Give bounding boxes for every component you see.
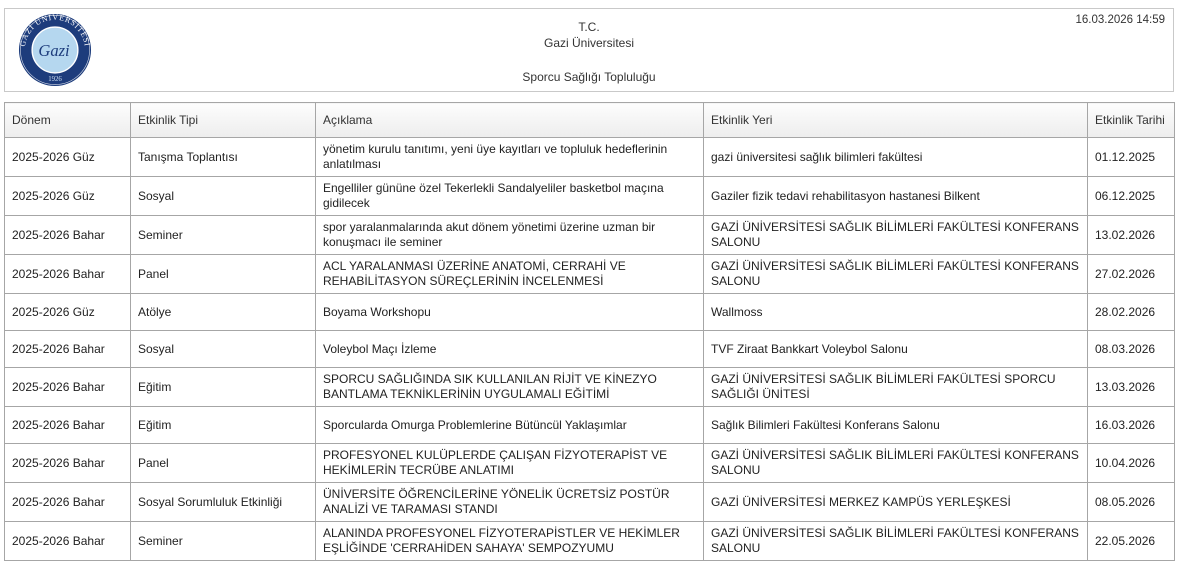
cell-donem: 2025-2026 Bahar: [5, 444, 131, 483]
cell-yer: GAZİ ÜNİVERSİTESİ SAĞLIK BİLİMLERİ FAKÜLTESİ KONFERANS SALONU: [704, 444, 1088, 483]
table-row: [5, 483, 1175, 522]
table-row: [5, 177, 1175, 216]
column-header-etkinlik-tarihi: Etkinlik Tarihi: [1088, 103, 1175, 138]
table-row: [5, 522, 1175, 561]
cell-tip: Eğitim: [131, 368, 316, 407]
column-header-etkinlik-yeri: Etkinlik Yeri: [704, 103, 1088, 138]
events-table: [4, 102, 1175, 561]
cell-donem: 2025-2026 Güz: [5, 177, 131, 216]
header-titles: [5, 19, 1173, 85]
cell-tarih: 13.02.2026: [1088, 216, 1175, 255]
cell-yer: GAZİ ÜNİVERSİTESİ SAĞLIK BİLİMLERİ FAKÜLTESİ SPORCU SAĞLIĞI ÜNİTESİ: [704, 368, 1088, 407]
cell-tip: Seminer: [131, 216, 316, 255]
cell-tip: Eğitim: [131, 407, 316, 444]
cell-donem: 2025-2026 Güz: [5, 294, 131, 331]
cell-tip: Panel: [131, 255, 316, 294]
cell-yer: Sağlık Bilimleri Fakültesi Konferans Salonu: [704, 407, 1088, 444]
cell-yer: GAZİ ÜNİVERSİTESİ SAĞLIK BİLİMLERİ FAKÜLTESİ KONFERANS SALONU: [704, 216, 1088, 255]
cell-yer: GAZİ ÜNİVERSİTESİ SAĞLIK BİLİMLERİ FAKÜLTESİ KONFERANS SALONU: [704, 255, 1088, 294]
cell-tarih: 13.03.2026: [1088, 368, 1175, 407]
table-row: [5, 216, 1175, 255]
table-row: [5, 331, 1175, 368]
table-row: [5, 138, 1175, 177]
cell-yer: Wallmoss: [704, 294, 1088, 331]
cell-yer: gazi üniversitesi sağlık bilimleri fakültesi: [704, 138, 1088, 177]
table-row: [5, 407, 1175, 444]
cell-donem: 2025-2026 Bahar: [5, 216, 131, 255]
cell-tarih: 28.02.2026: [1088, 294, 1175, 331]
report-page: [4, 0, 1174, 561]
seal-script-text: Gazi: [38, 40, 70, 60]
cell-donem: 2025-2026 Bahar: [5, 522, 131, 561]
table-header-row: [5, 103, 1175, 138]
cell-aciklama: yönetim kurulu tanıtımı, yeni üye kayıtları ve topluluk hedeflerinin anlatılması: [316, 138, 704, 177]
print-timestamp: 16.03.2026 14:59: [1075, 14, 1165, 26]
column-header-etkinlik-tipi: Etkinlik Tipi: [131, 103, 316, 138]
cell-donem: 2025-2026 Bahar: [5, 368, 131, 407]
cell-aciklama: SPORCU SAĞLIĞINDA SIK KULLANILAN RİJİT VE KİNEZYO BANTLAMA TEKNİKLERİNİN UYGULAMALI EĞİTİMİ: [316, 368, 704, 407]
seal-ring-text: GAZİ ÜNİVERSİTESİ: [18, 13, 92, 48]
cell-aciklama: spor yaralanmalarında akut dönem yönetimi üzerine uzman bir konuşmacı ile seminer: [316, 216, 704, 255]
cell-tip: Panel: [131, 444, 316, 483]
cell-aciklama: Voleybol Maçı İzleme: [316, 331, 704, 368]
cell-donem: 2025-2026 Bahar: [5, 483, 131, 522]
community-title: Sporcu Sağlığı Topluluğu: [522, 70, 656, 84]
cell-donem: 2025-2026 Güz: [5, 138, 131, 177]
cell-yer: GAZİ ÜNİVERSİTESİ MERKEZ KAMPÜS YERLEŞKESİ: [704, 483, 1088, 522]
cell-aciklama: PROFESYONEL KULÜPLERDE ÇALIŞAN FİZYOTERAPİST VE HEKİMLERİN TECRÜBE ANLATIMI: [316, 444, 704, 483]
cell-yer: TVF Ziraat Bankkart Voleybol Salonu: [704, 331, 1088, 368]
cell-tip: Atölye: [131, 294, 316, 331]
org-line-1: T.C.: [578, 20, 600, 34]
column-header-aciklama: Açıklama: [316, 103, 704, 138]
table-row: [5, 444, 1175, 483]
cell-tarih: 08.03.2026: [1088, 331, 1175, 368]
cell-tarih: 06.12.2025: [1088, 177, 1175, 216]
table-row: [5, 368, 1175, 407]
cell-tip: Seminer: [131, 522, 316, 561]
table-row: [5, 294, 1175, 331]
cell-aciklama: ALANINDA PROFESYONEL FİZYOTERAPİSTLER VE HEKİMLER EŞLİĞİNDE 'CERRAHİDEN SAHAYA' SEMPOZYUMU: [316, 522, 704, 561]
cell-yer: Gaziler fizik tedavi rehabilitasyon hastanesi Bilkent: [704, 177, 1088, 216]
cell-donem: 2025-2026 Bahar: [5, 331, 131, 368]
cell-donem: 2025-2026 Bahar: [5, 407, 131, 444]
cell-tip: Sosyal: [131, 177, 316, 216]
cell-tarih: 27.02.2026: [1088, 255, 1175, 294]
cell-donem: 2025-2026 Bahar: [5, 255, 131, 294]
cell-aciklama: Boyama Workshopu: [316, 294, 704, 331]
cell-aciklama: ÜNİVERSİTE ÖĞRENCİLERİNE YÖNELİK ÜCRETSİZ POSTÜR ANALİZİ VE TARAMASI STANDI: [316, 483, 704, 522]
cell-tip: Sosyal Sorumluluk Etkinliği: [131, 483, 316, 522]
seal-year-text: 1926: [48, 76, 62, 84]
table-row: [5, 255, 1175, 294]
cell-tip: Tanışma Toplantısı: [131, 138, 316, 177]
cell-yer: GAZİ ÜNİVERSİTESİ SAĞLIK BİLİMLERİ FAKÜLTESİ KONFERANS SALONU: [704, 522, 1088, 561]
cell-aciklama: ACL YARALANMASI ÜZERİNE ANATOMİ, CERRAHİ VE REHABİLİTASYON SÜREÇLERİNİN İNCELENMESİ: [316, 255, 704, 294]
cell-tarih: 01.12.2025: [1088, 138, 1175, 177]
cell-tip: Sosyal: [131, 331, 316, 368]
column-header-donem: Dönem: [5, 103, 131, 138]
cell-tarih: 10.04.2026: [1088, 444, 1175, 483]
org-line-2: Gazi Üniversitesi: [543, 36, 635, 50]
event-table-body: [5, 138, 1175, 561]
cell-aciklama: Engelliler gününe özel Tekerlekli Sandalyeliler basketbol maçına gidilecek: [316, 177, 704, 216]
report-header: [4, 8, 1174, 92]
cell-tarih: 22.05.2026: [1088, 522, 1175, 561]
cell-aciklama: Sporcularda Omurga Problemlerine Bütüncül Yaklaşımlar: [316, 407, 704, 444]
cell-tarih: 16.03.2026: [1088, 407, 1175, 444]
cell-tarih: 08.05.2026: [1088, 483, 1175, 522]
